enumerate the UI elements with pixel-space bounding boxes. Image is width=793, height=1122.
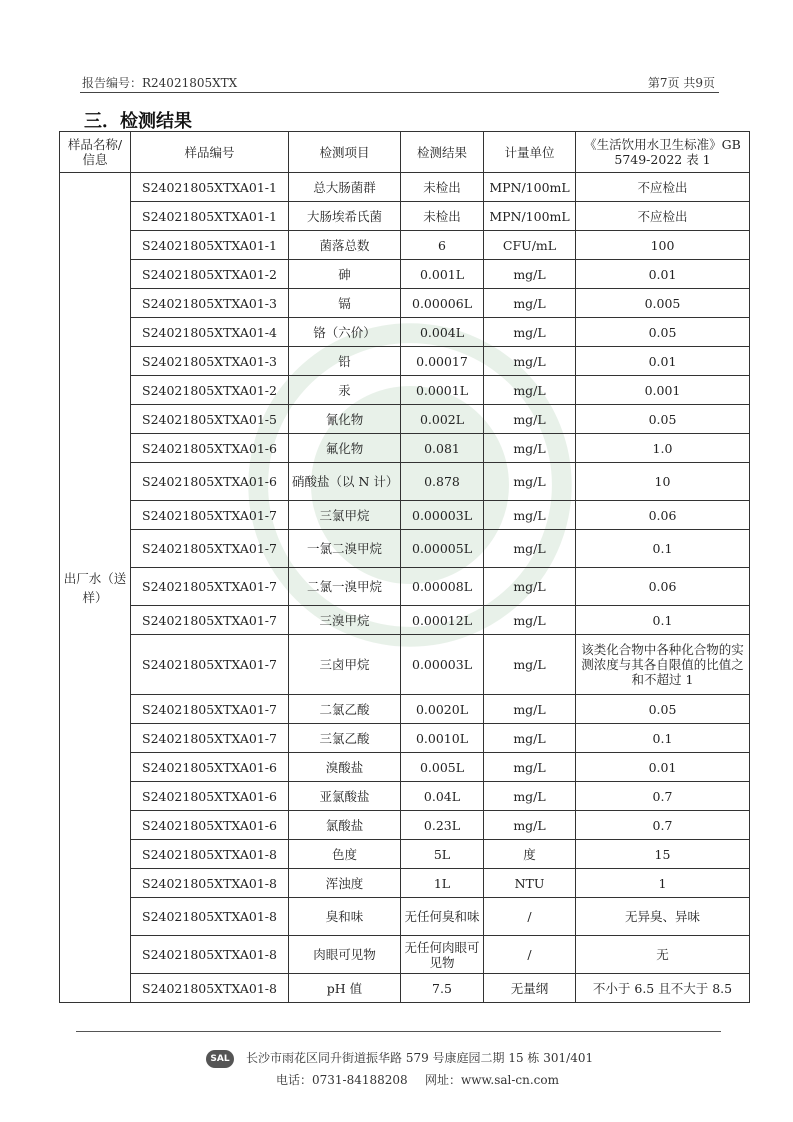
item-cell: pH 值 [289, 974, 401, 1003]
result-cell: 0.081 [401, 434, 484, 463]
item-cell: 氰化物 [289, 405, 401, 434]
result-cell: 0.23L [401, 811, 484, 840]
result-cell: 未检出 [401, 202, 484, 231]
unit-cell: mg/L [484, 724, 576, 753]
sample-no-cell: S24021805XTXA01-6 [131, 753, 289, 782]
item-cell: 氟化物 [289, 434, 401, 463]
sample-no-cell: S24021805XTXA01-3 [131, 347, 289, 376]
footer-divider [76, 1031, 721, 1032]
limit-cell: 15 [576, 840, 750, 869]
table-row [60, 463, 750, 501]
limit-cell: 不小于 6.5 且不大于 8.5 [576, 974, 750, 1003]
limit-cell: 0.06 [576, 501, 750, 530]
item-cell: 溴酸盐 [289, 753, 401, 782]
result-cell: 无任何肉眼可见物 [401, 936, 484, 974]
table-row [60, 347, 750, 376]
report-number: 报告编号：R24021805XTX [82, 76, 238, 90]
sample-no-cell: S24021805XTXA01-2 [131, 376, 289, 405]
table-row [60, 898, 750, 936]
result-cell: 0.00006L [401, 289, 484, 318]
sample-no-cell: S24021805XTXA01-7 [131, 695, 289, 724]
item-cell: 铅 [289, 347, 401, 376]
unit-cell: mg/L [484, 635, 576, 695]
company-address: 长沙市雨花区同升街道振华路 579 号康庭园二期 15 栋 301/401 [246, 1051, 594, 1065]
table-row [60, 405, 750, 434]
sample-no-cell: S24021805XTXA01-5 [131, 405, 289, 434]
item-cell: 臭和味 [289, 898, 401, 936]
limit-cell: 1 [576, 869, 750, 898]
table-row [60, 434, 750, 463]
unit-cell: mg/L [484, 695, 576, 724]
unit-cell: mg/L [484, 260, 576, 289]
item-cell: 二氯乙酸 [289, 695, 401, 724]
limit-cell: 无异臭、异味 [576, 898, 750, 936]
result-cell: 1L [401, 869, 484, 898]
item-cell: 三溴甲烷 [289, 606, 401, 635]
item-cell: 亚氯酸盐 [289, 782, 401, 811]
unit-cell: 无量纲 [484, 974, 576, 1003]
result-cell: 0.878 [401, 463, 484, 501]
header-standard: 《生活饮用水卫生标准》GB 5749-2022 表 1 [576, 132, 750, 173]
unit-cell: / [484, 936, 576, 974]
table-row [60, 530, 750, 568]
limit-cell: 0.05 [576, 405, 750, 434]
table-row [60, 635, 750, 695]
sample-no-cell: S24021805XTXA01-1 [131, 202, 289, 231]
sample-no-cell: S24021805XTXA01-8 [131, 869, 289, 898]
table-row [60, 811, 750, 840]
table-row [60, 606, 750, 635]
unit-cell: mg/L [484, 753, 576, 782]
sample-no-cell: S24021805XTXA01-3 [131, 289, 289, 318]
unit-cell: mg/L [484, 434, 576, 463]
result-cell: 0.00005L [401, 530, 484, 568]
header-sample-name: 样品名称/信息 [60, 132, 131, 173]
table-row [60, 782, 750, 811]
limit-cell: 该类化合物中各种化合物的实测浓度与其各自限值的比值之和不超过 1 [576, 635, 750, 695]
sample-no-cell: S24021805XTXA01-6 [131, 811, 289, 840]
unit-cell: CFU/mL [484, 231, 576, 260]
result-cell: 0.001L [401, 260, 484, 289]
limit-cell: 0.05 [576, 318, 750, 347]
table-row [60, 289, 750, 318]
limit-cell: 10 [576, 463, 750, 501]
item-cell: 浑浊度 [289, 869, 401, 898]
item-cell: 肉眼可见物 [289, 936, 401, 974]
sample-no-cell: S24021805XTXA01-7 [131, 724, 289, 753]
unit-cell: mg/L [484, 530, 576, 568]
limit-cell: 不应检出 [576, 173, 750, 202]
sample-no-cell: S24021805XTXA01-8 [131, 840, 289, 869]
item-cell: 铬（六价） [289, 318, 401, 347]
table-row [60, 974, 750, 1003]
company-website: 网址：www.sal-cn.com [425, 1073, 559, 1087]
header-divider [80, 92, 719, 93]
result-cell: 0.04L [401, 782, 484, 811]
sample-no-cell: S24021805XTXA01-4 [131, 318, 289, 347]
unit-cell: mg/L [484, 347, 576, 376]
result-cell: 无任何臭和味 [401, 898, 484, 936]
section-title: 三．检测结果 [84, 111, 192, 132]
unit-cell: mg/L [484, 463, 576, 501]
item-cell: 镉 [289, 289, 401, 318]
table-row [60, 202, 750, 231]
limit-cell: 0.005 [576, 289, 750, 318]
limit-cell: 0.7 [576, 782, 750, 811]
result-cell: 0.00012L [401, 606, 484, 635]
sample-no-cell: S24021805XTXA01-7 [131, 635, 289, 695]
table-row [60, 869, 750, 898]
unit-cell: mg/L [484, 376, 576, 405]
limit-cell: 0.01 [576, 260, 750, 289]
limit-cell: 100 [576, 231, 750, 260]
result-cell: 0.00008L [401, 568, 484, 606]
table-row [60, 501, 750, 530]
result-cell: 0.00003L [401, 635, 484, 695]
item-cell: 大肠埃希氏菌 [289, 202, 401, 231]
item-cell: 氯酸盐 [289, 811, 401, 840]
table-row [60, 568, 750, 606]
unit-cell: mg/L [484, 606, 576, 635]
table-row [60, 318, 750, 347]
sample-no-cell: S24021805XTXA01-6 [131, 782, 289, 811]
result-cell: 7.5 [401, 974, 484, 1003]
item-cell: 一氯二溴甲烷 [289, 530, 401, 568]
result-cell: 6 [401, 231, 484, 260]
unit-cell: MPN/100mL [484, 173, 576, 202]
limit-cell: 1.0 [576, 434, 750, 463]
sample-no-cell: S24021805XTXA01-7 [131, 530, 289, 568]
result-cell: 0.00017 [401, 347, 484, 376]
company-logo: SAL [206, 1050, 234, 1068]
result-cell: 0.0010L [401, 724, 484, 753]
item-cell: 硝酸盐（以 N 计） [289, 463, 401, 501]
sample-no-cell: S24021805XTXA01-7 [131, 606, 289, 635]
table-row [60, 936, 750, 974]
unit-cell: mg/L [484, 782, 576, 811]
result-cell: 0.004L [401, 318, 484, 347]
item-cell: 三氯乙酸 [289, 724, 401, 753]
table-row [60, 724, 750, 753]
item-cell: 三卤甲烷 [289, 635, 401, 695]
unit-cell: mg/L [484, 405, 576, 434]
sample-no-cell: S24021805XTXA01-8 [131, 898, 289, 936]
limit-cell: 0.06 [576, 568, 750, 606]
header-item: 检测项目 [289, 132, 401, 173]
company-phone: 电话：0731-84188208 [276, 1073, 408, 1087]
unit-cell: NTU [484, 869, 576, 898]
limit-cell: 0.7 [576, 811, 750, 840]
unit-cell: / [484, 898, 576, 936]
sample-no-cell: S24021805XTXA01-7 [131, 501, 289, 530]
result-cell: 0.0020L [401, 695, 484, 724]
sample-no-cell: S24021805XTXA01-6 [131, 463, 289, 501]
sample-no-cell: S24021805XTXA01-7 [131, 568, 289, 606]
item-cell: 菌落总数 [289, 231, 401, 260]
limit-cell: 不应检出 [576, 202, 750, 231]
header-sample-no: 样品编号 [131, 132, 289, 173]
unit-cell: MPN/100mL [484, 202, 576, 231]
unit-cell: mg/L [484, 318, 576, 347]
sample-no-cell: S24021805XTXA01-2 [131, 260, 289, 289]
result-cell: 0.0001L [401, 376, 484, 405]
sample-no-cell: S24021805XTXA01-6 [131, 434, 289, 463]
table-row [60, 260, 750, 289]
result-cell: 0.00003L [401, 501, 484, 530]
sample-no-cell: S24021805XTXA01-8 [131, 974, 289, 1003]
table-row [60, 173, 750, 202]
results-table [59, 131, 750, 1003]
limit-cell: 0.01 [576, 753, 750, 782]
sample-no-cell: S24021805XTXA01-1 [131, 231, 289, 260]
table-row [60, 753, 750, 782]
sample-no-cell: S24021805XTXA01-1 [131, 173, 289, 202]
limit-cell: 0.1 [576, 530, 750, 568]
limit-cell: 无 [576, 936, 750, 974]
limit-cell: 0.01 [576, 347, 750, 376]
item-cell: 砷 [289, 260, 401, 289]
sample-group-cell: 出厂水（送样） [60, 173, 131, 1003]
result-cell: 未检出 [401, 173, 484, 202]
unit-cell: mg/L [484, 811, 576, 840]
item-cell: 色度 [289, 840, 401, 869]
table-row [60, 376, 750, 405]
result-cell: 5L [401, 840, 484, 869]
result-cell: 0.005L [401, 753, 484, 782]
unit-cell: mg/L [484, 568, 576, 606]
unit-cell: mg/L [484, 289, 576, 318]
limit-cell: 0.1 [576, 606, 750, 635]
item-cell: 总大肠菌群 [289, 173, 401, 202]
table-row [60, 840, 750, 869]
limit-cell: 0.001 [576, 376, 750, 405]
limit-cell: 0.1 [576, 724, 750, 753]
table-row [60, 231, 750, 260]
header-unit: 计量单位 [484, 132, 576, 173]
result-cell: 0.002L [401, 405, 484, 434]
table-header-row [60, 132, 750, 173]
limit-cell: 0.05 [576, 695, 750, 724]
item-cell: 二氯一溴甲烷 [289, 568, 401, 606]
item-cell: 三氯甲烷 [289, 501, 401, 530]
sample-no-cell: S24021805XTXA01-8 [131, 936, 289, 974]
table-row [60, 695, 750, 724]
header-result: 检测结果 [401, 132, 484, 173]
item-cell: 汞 [289, 376, 401, 405]
page-indicator: 第7页 共9页 [647, 76, 715, 90]
unit-cell: 度 [484, 840, 576, 869]
unit-cell: mg/L [484, 501, 576, 530]
